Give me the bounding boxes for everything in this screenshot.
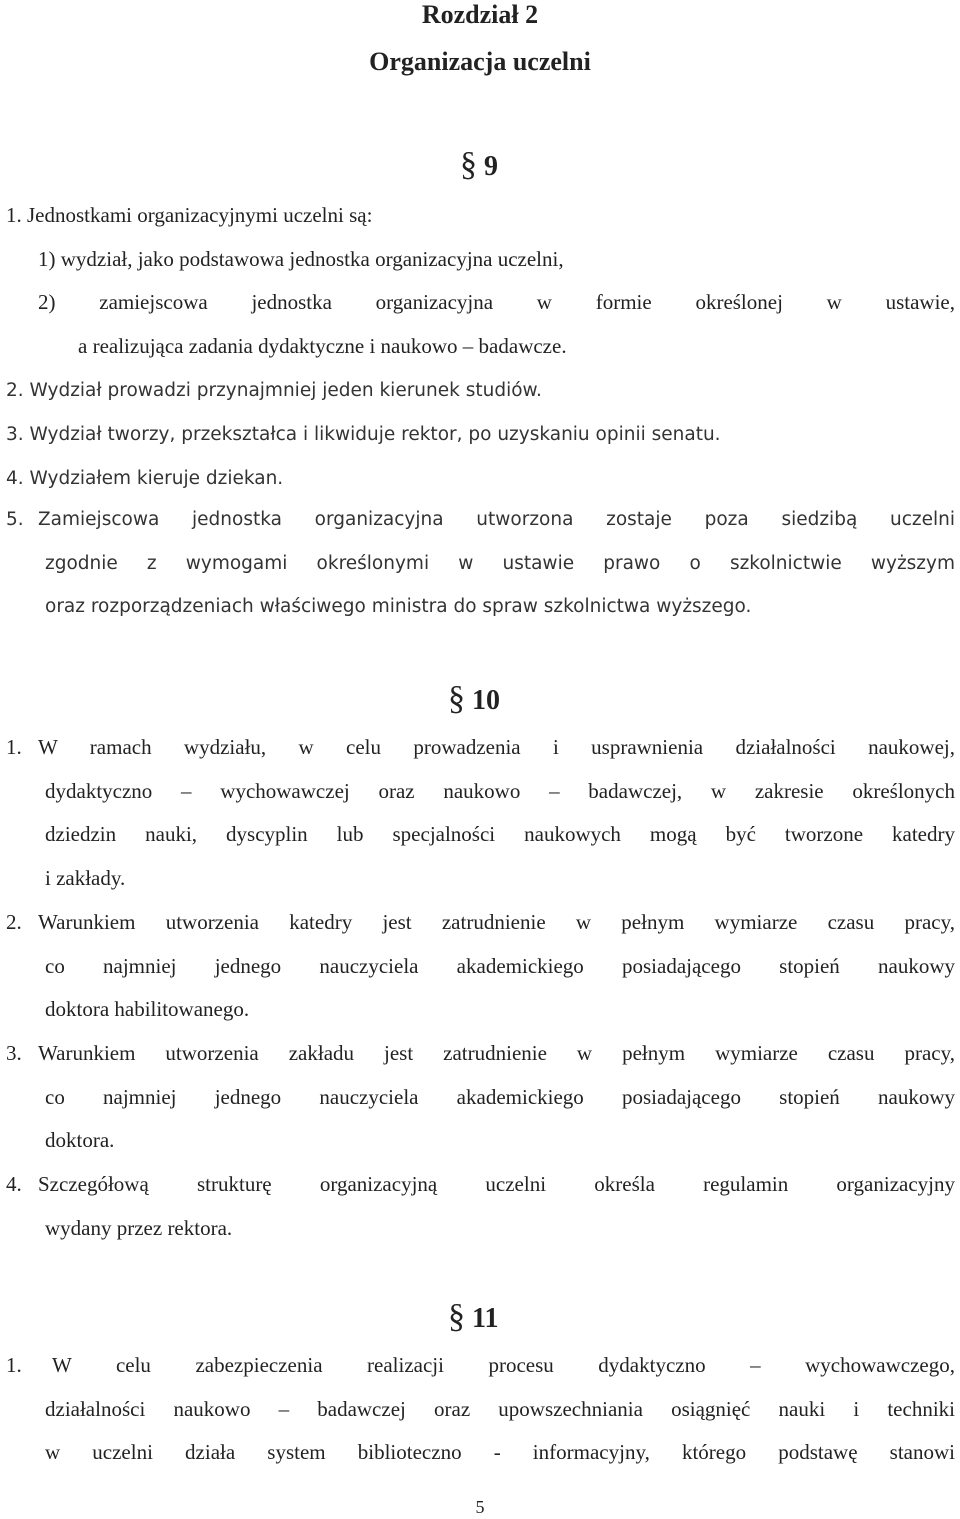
sec10-point-4: Szczegółową strukturę organizacyjną uczelni określa regulamin organizacyjny — [38, 1172, 955, 1196]
page-number: 5 — [475, 1497, 485, 1517]
sec10-point-3: Warunkiem utworzenia zakładu jest zatrudnienie w pełnym wymiarze czasu pracy, — [38, 1041, 955, 1065]
sec10-point-1-line-3: dziedzin nauki, dyscyplin lub specjalności naukowych mogą być tworzone katedry — [45, 822, 955, 846]
sec9-point-5-line-2: zgodnie z wymogami określonymi w ustawie prawo o szkolnictwie wyższym — [45, 553, 955, 574]
section-9-heading — [460, 146, 498, 184]
section-11-heading — [448, 1298, 498, 1336]
sec10-point-1-line-2: dydaktyczno – wychowawczej oraz naukowo – badawczej, w zakresie określonych — [45, 779, 955, 803]
sec10-point-1-number: 1. — [6, 735, 22, 759]
sec9-point-2: 2. Wydział prowadzi przynajmniej jeden kierunek studiów. — [6, 380, 542, 401]
sec9-point-1-item-1: 1) wydział, jako podstawowa jednostka organizacyjna uczelni, — [38, 247, 564, 271]
sec11-point-1-line-2: działalności naukowo – badawczej oraz upowszechniania osiągnięć nauki i techniki — [45, 1397, 955, 1421]
sec10-point-4-number: 4. — [6, 1172, 22, 1196]
sec10-point-2: Warunkiem utworzenia katedry jest zatrudnienie w pełnym wymiarze czasu pracy, — [38, 910, 955, 934]
sec9-point-5-line-3: oraz rozporządzeniach właściwego ministra do spraw szkolnictwa wyższego. — [45, 596, 752, 617]
sec9-point-5-number: 5. — [6, 509, 24, 530]
sec10-point-3-line-2: co najmniej jednego nauczyciela akademickiego posiadającego stopień naukowy — [45, 1085, 955, 1109]
sec9-point-1-item-2-cont: a realizująca zadania dydaktyczne i naukowo – badawcze. — [78, 334, 567, 358]
sec11-point-1: W celu zabezpieczenia realizacji procesu dydaktyczno – wychowawczego, — [52, 1353, 955, 1377]
section-number: 11 — [472, 1303, 499, 1334]
chapter-title: Organizacja uczelni — [369, 47, 591, 76]
sec10-point-3-number: 3. — [6, 1041, 22, 1065]
section-symbol: § — [448, 680, 465, 717]
sec9-point-4: 4. Wydziałem kieruje dziekan. — [6, 468, 284, 489]
sec9-point-1: 1. Jednostkami organizacyjnymi uczelni są: — [6, 203, 373, 227]
sec10-point-3-line-3: doktora. — [45, 1128, 115, 1152]
chapter-number: Rozdział 2 — [421, 0, 539, 29]
sec10-point-2-line-2: co najmniej jednego nauczyciela akademickiego posiadającego stopień naukowy — [45, 954, 955, 978]
sec9-point-3: 3. Wydział tworzy, przekształca i likwiduje rektor, po uzyskaniu opinii senatu. — [6, 424, 721, 445]
sec11-point-1-number: 1. — [6, 1353, 22, 1377]
section-symbol: § — [448, 1298, 465, 1335]
section-number: 10 — [472, 685, 500, 716]
sec10-point-1-line-4: i zakłady. — [45, 866, 126, 890]
sec10-point-2-line-3: doktora habilitowanego. — [45, 997, 250, 1021]
section-10-heading — [448, 680, 500, 718]
sec10-point-4-line-2: wydany przez rektora. — [45, 1216, 233, 1240]
section-number: 9 — [484, 151, 498, 182]
section-symbol: § — [460, 146, 477, 183]
sec10-point-2-number: 2. — [6, 910, 22, 934]
sec9-point-1-item-2: 2) zamiejscowa jednostka organizacyjna w formie określonej w ustawie, — [38, 290, 955, 314]
sec11-point-1-line-3: w uczelni działa system biblioteczno - informacyjny, którego podstawę stanowi — [45, 1440, 955, 1464]
sec10-point-1: W ramach wydziału, w celu prowadzenia i usprawnienia działalności naukowej, — [38, 735, 955, 759]
sec9-point-5: Zamiejscowa jednostka organizacyjna utworzona zostaje poza siedzibą uczelni — [38, 509, 955, 530]
